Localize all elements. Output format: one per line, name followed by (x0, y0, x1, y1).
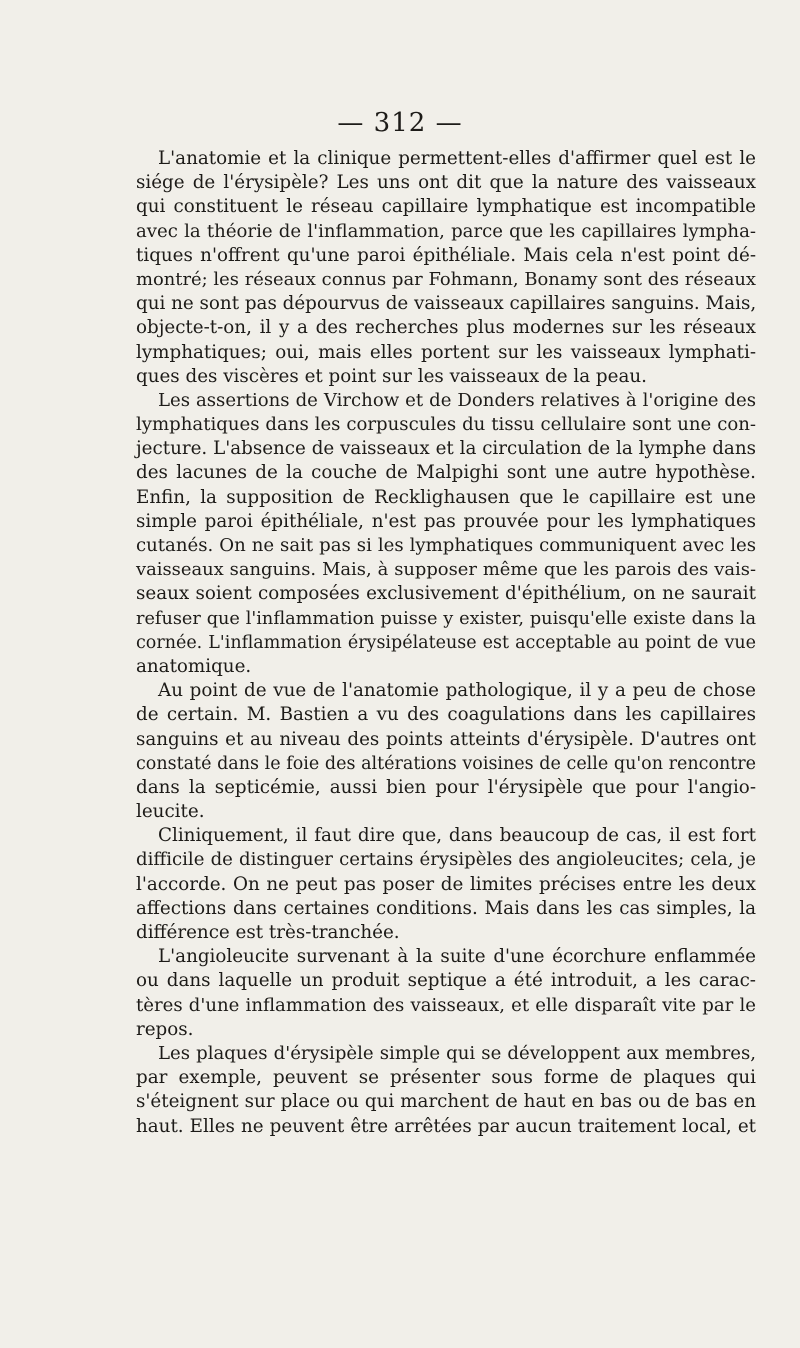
text-line: haut. Elles ne peuvent être arrêtées par aucun traitement local, et (136, 1115, 756, 1137)
text-line: Les plaques d'érysipèle simple qui se développent aux membres, (158, 1042, 756, 1064)
text-line: cornée. L'inflammation érysipélateuse est acceptable au point de vue (136, 632, 756, 653)
text-line: leucite. (136, 801, 205, 823)
text-line: tères d'une inflammation des vaisseaux, et elle disparaît vite par le (136, 994, 756, 1016)
text-line: sanguins et au niveau des points atteints d'érysipèle. D'autres ont (136, 728, 756, 750)
page-number: — 312 — (337, 108, 463, 138)
text-line: Cliniquement, il faut dire que, dans beaucoup de cas, il est fort (158, 825, 756, 847)
text-line: dans la septicémie, aussi bien pour l'érysipèle que pour l'angio- (136, 776, 756, 798)
text-line: siége de l'érysipèle? Les uns ont dit que la nature des vaisseaux (136, 172, 756, 194)
text-line: Enfin, la supposition de Recklighausen que le capillaire est une (136, 486, 756, 508)
text-line: repos. (136, 1018, 194, 1040)
text-line: l'accorde. On ne peut pas poser de limites précises entre les deux (136, 873, 756, 895)
text-line: seaux soient composées exclusivement d'épithélium, on ne saurait (136, 583, 756, 605)
text-line: jecture. L'absence de vaisseaux et la circulation de la lymphe dans (136, 438, 756, 460)
text-line: anatomique. (136, 655, 252, 677)
text-line: L'anatomie et la clinique permettent-elles d'affirmer quel est le (158, 148, 756, 169)
text-line: tiques n'offrent qu'une paroi épithéliale. Mais cela n'est point dé- (136, 244, 756, 266)
text-line: avec la théorie de l'inflammation, parce que les capillaires lympha- (136, 220, 756, 242)
text-line: refuser que l'inflammation puisse y exister, puisqu'elle existe dans la (136, 608, 756, 629)
text-line: constaté dans le foie des altérations voisines de celle qu'on rencontre (136, 753, 756, 774)
text-line: par exemple, peuvent se présenter sous forme de plaques qui (136, 1067, 756, 1089)
text-line: simple paroi épithéliale, n'est pas prouvée pour les lymphatiques (136, 510, 756, 532)
text-line: s'éteignent sur place ou qui marchent de haut en bas ou de bas en (136, 1091, 756, 1113)
text-line: de certain. M. Bastien a vu des coagulations dans les capillaires (136, 704, 756, 726)
text-line: qui ne sont pas dépourvus de vaisseaux capillaires sanguins. Mais, (136, 293, 757, 315)
text-line: objecte-t-on, il y a des recherches plus modernes sur les réseaux (136, 317, 756, 339)
text-line: difficile de distinguer certains érysipèles des angioleucites; cela, je (136, 849, 756, 871)
body-text (136, 147, 756, 1139)
text-line: qui constituent le réseau capillaire lymphatique est incompatible (136, 196, 756, 218)
text-line: affections dans certaines conditions. Mais dans les cas simples, la (136, 897, 756, 919)
text-line: lymphatiques; oui, mais elles portent sur les vaisseaux lymphati- (136, 341, 756, 363)
text-line: vaisseaux sanguins. Mais, à supposer même que les parois des vais- (136, 559, 756, 581)
text-line: L'angioleucite survenant à la suite d'une écorchure enflammée (158, 946, 756, 968)
text-line: lymphatiques dans les corpuscules du tissu cellulaire sont une con- (136, 414, 756, 436)
text-line: Au point de vue de l'anatomie pathologique, il y a peu de chose (158, 680, 756, 702)
text-line: cutanés. On ne sait pas si les lymphatiques communiquent avec les (136, 535, 756, 556)
text-line: ques des viscères et point sur les vaisseaux de la peau. (136, 365, 647, 387)
text-line: des lacunes de la couche de Malpighi sont une autre hypothèse. (136, 462, 756, 484)
text-line: Les assertions de Virchow et de Donders relatives à l'origine des (158, 389, 756, 411)
text-line: ou dans laquelle un produit septique a été introduit, a les carac- (136, 970, 756, 992)
text-line: montré; les réseaux connus par Fohmann, Bonamy sont des réseaux (136, 268, 756, 290)
text-line: différence est très-tranchée. (136, 922, 400, 943)
